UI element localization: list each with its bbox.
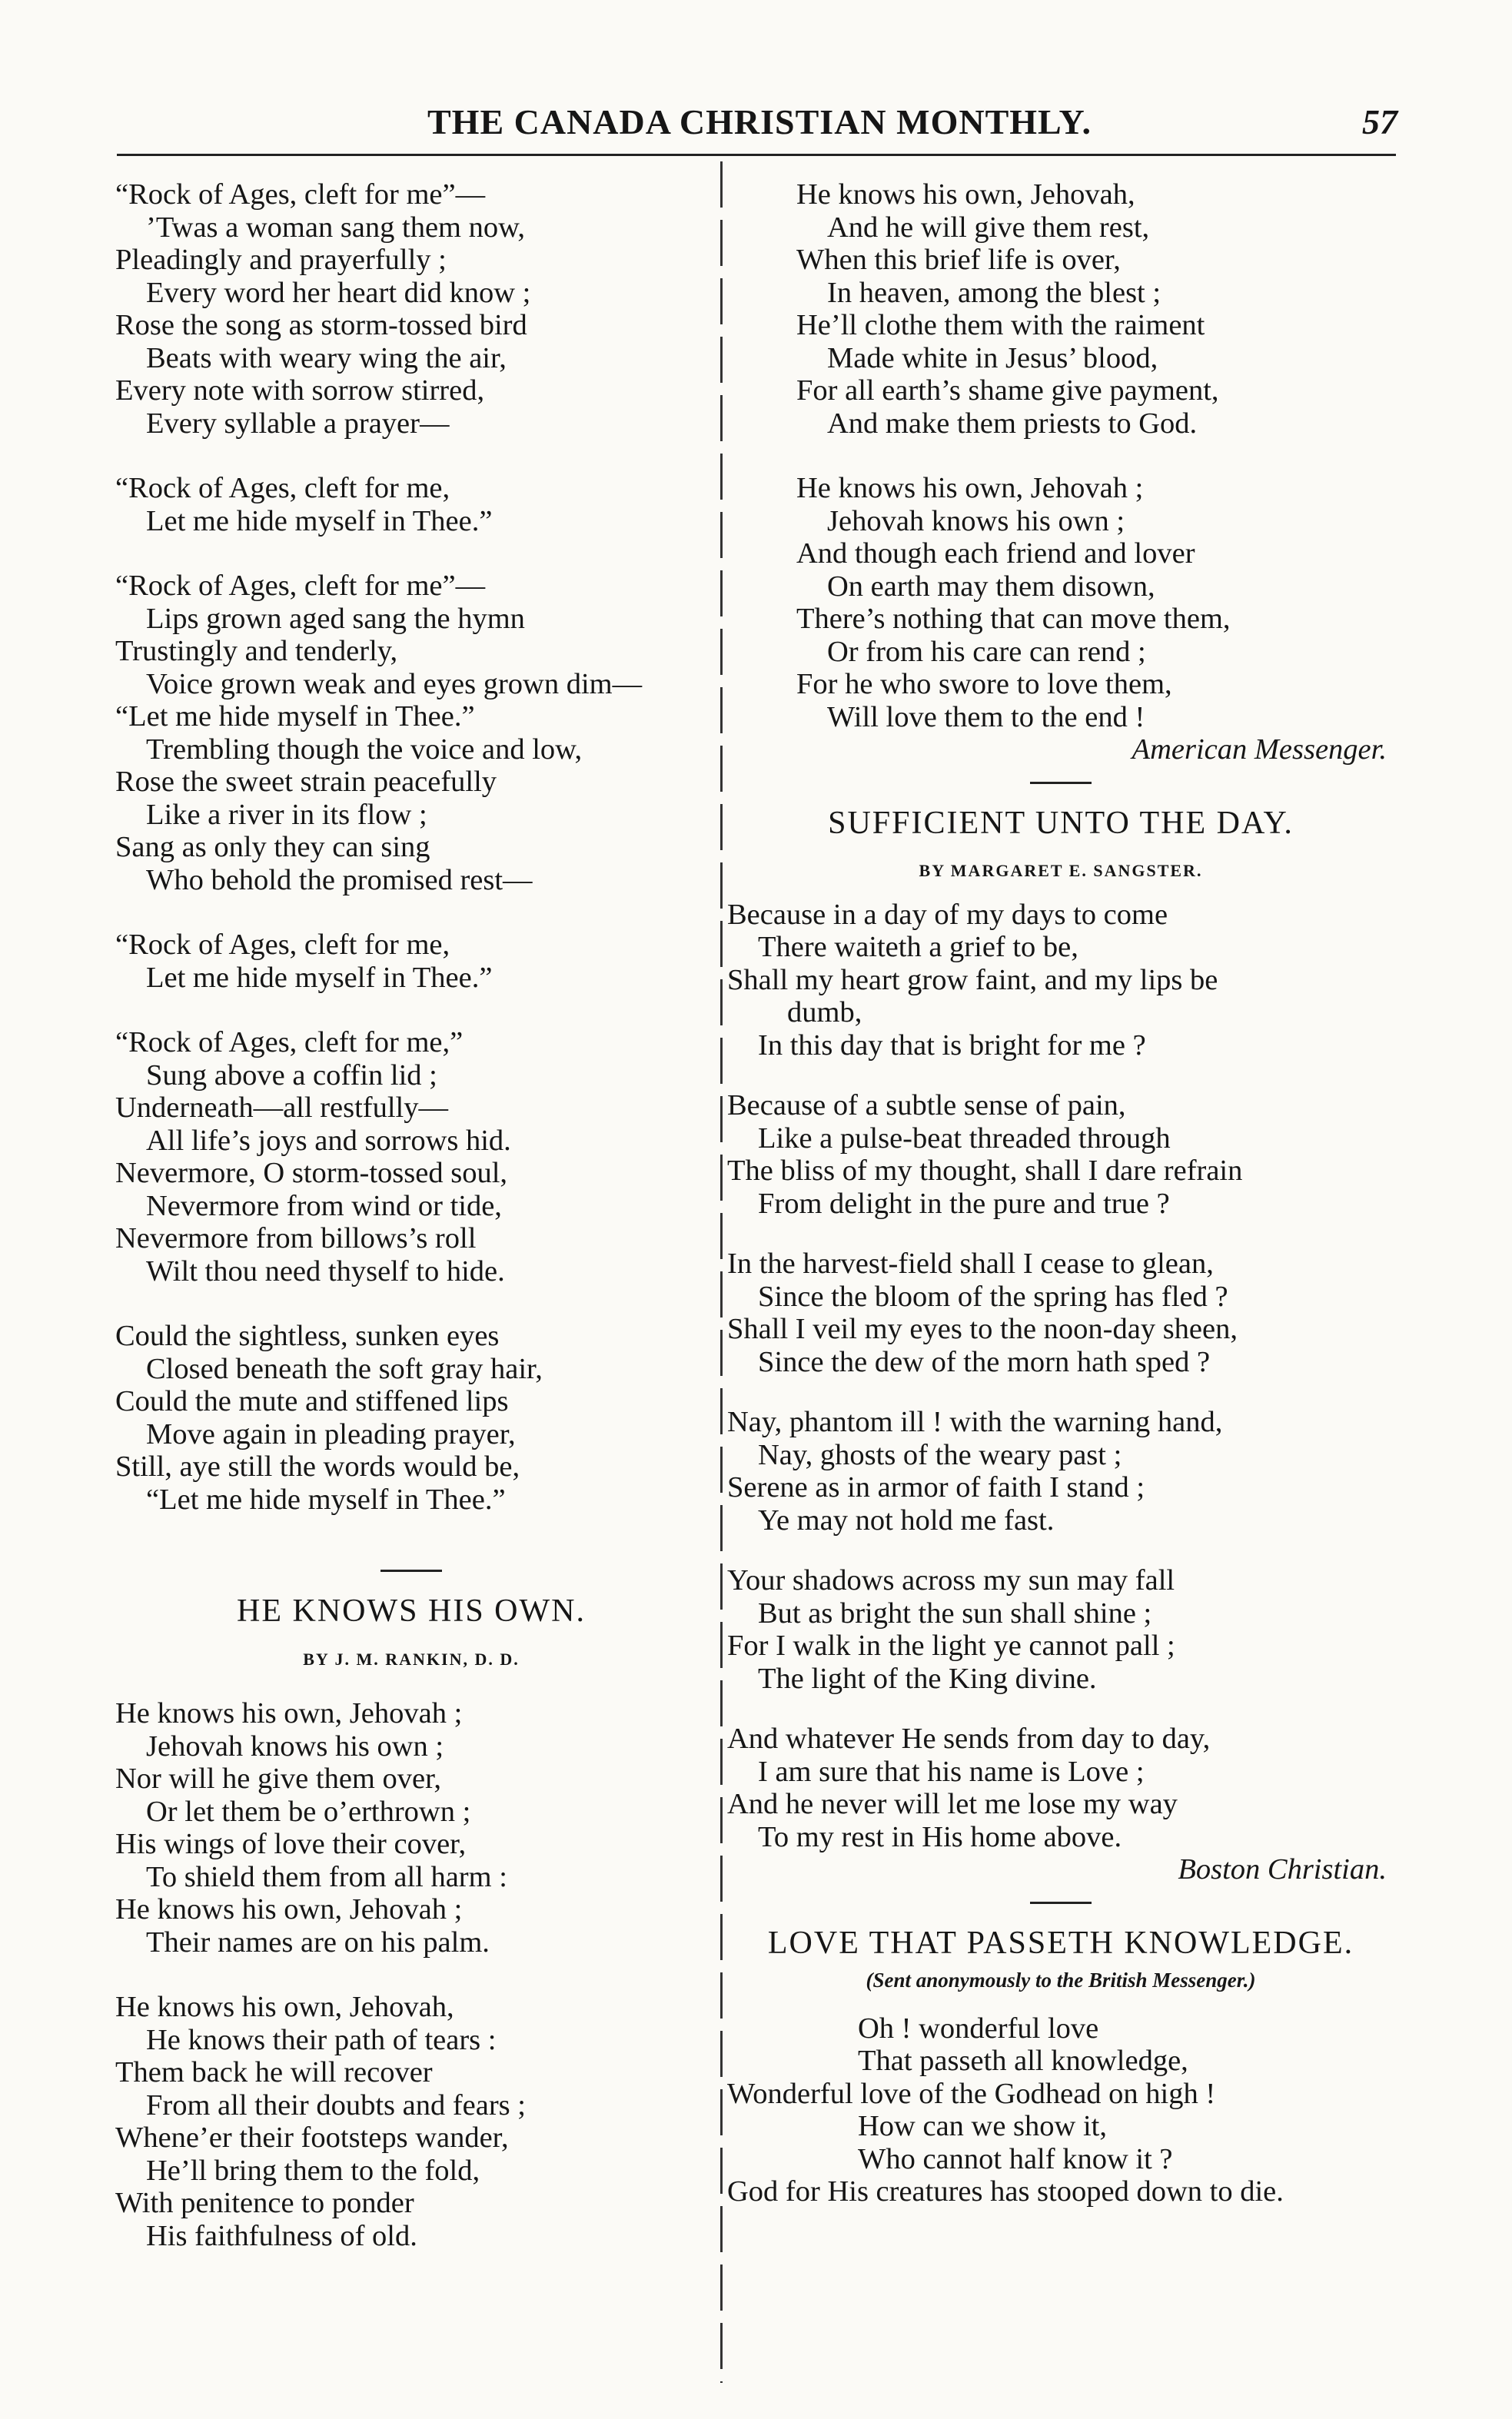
verse-line: Wonderful love of the Godhead on high ! [727,2077,1216,2110]
verse-line: ’Twas a woman sang them now, [146,211,526,244]
verse-line: On earth may them disown, [827,570,1155,603]
verse-line: Could the sightless, sunken eyes [115,1320,500,1352]
verse-line: Will love them to the end ! [827,700,1145,733]
verse-line: There waiteth a grief to be, [758,931,1078,963]
stanza [115,570,707,896]
verse-line: Voice grown weak and eyes grown dim— [146,667,643,700]
verse-line: He’ll clothe them with the raiment [796,309,1205,341]
verse-line: He knows his own, Jehovah ; [796,472,1144,504]
verse-line: Because of a subtle sense of pain, [727,1089,1126,1121]
verse-line: The light of the King divine. [758,1662,1097,1695]
verse-line: Closed beneath the soft gray hair, [146,1352,543,1385]
verse-line: “Rock of Ages, cleft for me,” [115,1026,464,1058]
verse-line: God for His creatures has stooped down to die. [727,2175,1284,2208]
poem-byline: BY J. M. RANKIN, D. D. [303,1649,520,1669]
verse-line: Every syllable a prayer— [146,407,450,440]
verse-line: And he never will let me lose my way [727,1788,1178,1820]
verse-line: Wilt thou need thyself to hide. [146,1254,505,1288]
verse-line: Serene as in armor of faith I stand ; [727,1471,1145,1504]
verse-line: “Let me hide myself in Thee.” [146,1483,506,1516]
verse-line: Them back he will recover [115,2056,433,2088]
verse-line: Who cannot half know it ? [858,2142,1173,2175]
verse-line: Who behold the promised rest— [146,863,533,896]
verse-line: When this brief life is over, [796,244,1121,276]
verse-line: For all earth’s shame give payment, [796,374,1219,407]
verse-line: Rose the sweet strain peacefully [115,766,497,798]
verse-line: dumb, [787,996,862,1028]
verse-line: Since the dew of the morn hath sped ? [758,1345,1211,1378]
verse-line: Because in a day of my days to come [727,898,1168,931]
verse-line: All life’s joys and sorrows hid. [146,1124,511,1157]
verse-line: “Rock of Ages, cleft for me, [115,472,450,504]
verse-line: Sang as only they can sing [115,831,430,863]
stanza [727,1406,1394,1537]
verse-line: I am sure that his name is Love ; [758,1755,1145,1788]
verse-line: Pleadingly and prayerfully ; [115,244,447,276]
verse-line: Trustingly and tenderly, [115,635,398,667]
verse-line: He’ll bring them to the fold, [146,2154,480,2187]
stanza [727,1564,1394,1695]
verse-line: But as bright the sun shall shine ; [758,1597,1152,1630]
poem-byline: BY MARGARET E. SANGSTER. [919,861,1203,880]
journal-title: THE CANADA CHRISTIAN MONTHLY. [427,102,1092,141]
stanza [727,472,1394,733]
verse-line: To shield them from all harm : [146,1860,507,1893]
verse-line: For he who swore to love them, [796,668,1172,700]
stanza [727,1723,1394,1853]
verse-line: Made white in Jesus’ blood, [827,341,1158,374]
verse-line: Could the mute and stiffened lips [115,1385,509,1417]
section-dash [380,1570,442,1572]
verse-line: “Rock of Ages, cleft for me”— [115,570,486,602]
poem-title: LOVE THAT PASSETH KNOWLEDGE. [767,1925,1354,1961]
section-dash [1030,782,1092,784]
verse-line: Still, aye still the words would be, [115,1450,520,1483]
verse-line: Like a pulse-beat threaded through [758,1121,1171,1155]
verse-line: And make them priests to God. [827,407,1198,440]
verse-line: Or from his care can rend ; [827,635,1146,668]
column-divider [720,161,723,2383]
verse-line: Since the bloom of the spring has fled ? [758,1280,1228,1313]
running-header [121,101,1397,151]
verse-line: He knows his own, Jehovah, [115,1991,454,2023]
poem-title: HE KNOWS HIS OWN. [237,1593,586,1629]
verse-line: Rose the song as storm-tossed bird [115,309,527,341]
verse-line: Every note with sorrow stirred, [115,374,485,407]
verse-line: To my rest in His home above. [758,1820,1122,1853]
verse-line: Whene’er their footsteps wander, [115,2122,509,2154]
refrain [115,929,707,994]
left-column [115,178,707,2284]
verse-line: In this day that is bright for me ? [758,1028,1146,1062]
verse-line: Nor will he give them over, [115,1763,441,1795]
stanza [115,1320,707,1516]
verse-line: Shall I veil my eyes to the noon-day sheen, [727,1313,1238,1345]
verse-line: “Rock of Ages, cleft for me”— [115,178,486,211]
verse-line: Shall my heart grow faint, and my lips be [727,963,1218,996]
verse-line: He knows his own, Jehovah, [796,178,1135,211]
stanza [115,1697,707,1959]
verse-line: Let me hide myself in Thee.” [146,961,493,994]
stanza [115,178,707,440]
stanza [727,178,1394,440]
verse-line: Underneath—all restfully— [115,1092,448,1124]
verse-line: And he will give them rest, [827,211,1150,244]
verse-line: Beats with weary wing the air, [146,341,507,374]
verse-line: Like a river in its flow ; [146,798,427,831]
verse-line: Nevermore, O storm-tossed soul, [115,1157,508,1189]
stanza [727,1089,1394,1220]
verse-line: Nevermore from wind or tide, [146,1189,502,1222]
verse-line: Jehovah knows his own ; [146,1730,444,1763]
verse-line: And though each friend and lover [796,537,1195,570]
verse-line: How can we show it, [858,2110,1107,2142]
stanza [727,2012,1394,2208]
poem-title: SUFFICIENT UNTO THE DAY. [828,805,1294,841]
attribution: Boston Christian. [1178,1853,1387,1886]
verse-line: Your shadows across my sun may fall [727,1564,1175,1597]
verse-line: Every word her heart did know ; [146,276,531,309]
header-rule [117,154,1396,156]
verse-line: Ye may not hold me fast. [758,1504,1055,1537]
verse-line: The bliss of my thought, shall I dare refrain [727,1155,1243,1187]
verse-line: Or let them be o’erthrown ; [146,1795,471,1828]
stanza [727,1248,1394,1378]
section-dash [1030,1902,1092,1904]
verse-line: For I walk in the light ye cannot pall ; [727,1630,1175,1662]
verse-line: In heaven, among the blest ; [827,276,1161,309]
verse-line: And whatever He sends from day to day, [727,1723,1211,1755]
verse-line: His wings of love their cover, [115,1828,467,1860]
stanza [727,899,1394,1062]
verse-line: Trembling though the voice and low, [146,733,583,766]
verse-line: In the harvest-field shall I cease to glean, [727,1248,1214,1280]
verse-line: That passeth all knowledge, [858,2045,1188,2077]
right-column [727,178,1394,2241]
verse-line: “Rock of Ages, cleft for me, [115,929,450,961]
stanza [115,1026,707,1288]
verse-line: Move again in pleading prayer, [146,1417,516,1450]
verse-line: He knows his own, Jehovah ; [115,1893,463,1926]
verse-line: Nay, phantom ill ! with the warning hand, [727,1406,1223,1438]
verse-line: He knows his own, Jehovah ; [115,1697,463,1730]
attribution: American Messenger. [1132,733,1387,766]
verse-line: There’s nothing that can move them, [796,603,1231,635]
stanza [115,1991,707,2252]
verse-line: Oh ! wonderful love [858,2012,1099,2045]
verse-line: From delight in the pure and true ? [758,1187,1170,1220]
verse-line: Their names are on his palm. [146,1926,490,1959]
page-number: 57 [1362,102,1397,141]
verse-line: Sung above a coffin lid ; [146,1058,437,1092]
verse-line: Jehovah knows his own ; [827,504,1125,537]
verse-line: Nevermore from billows’s roll [115,1222,477,1254]
verse-line: From all their doubts and fears ; [146,2088,526,2122]
verse-line: With penitence to ponder [115,2187,414,2219]
refrain [115,472,707,537]
verse-line: He knows their path of tears : [146,2023,497,2056]
poem-byline: (Sent anonymously to the British Messenger.) [866,1969,1256,1992]
verse-line: “Let me hide myself in Thee.” [115,700,475,733]
verse-line: Lips grown aged sang the hymn [146,602,525,635]
verse-line: Nay, ghosts of the weary past ; [758,1438,1122,1471]
verse-line: Let me hide myself in Thee.” [146,504,493,537]
verse-line: His faithfulness of old. [146,2219,417,2252]
